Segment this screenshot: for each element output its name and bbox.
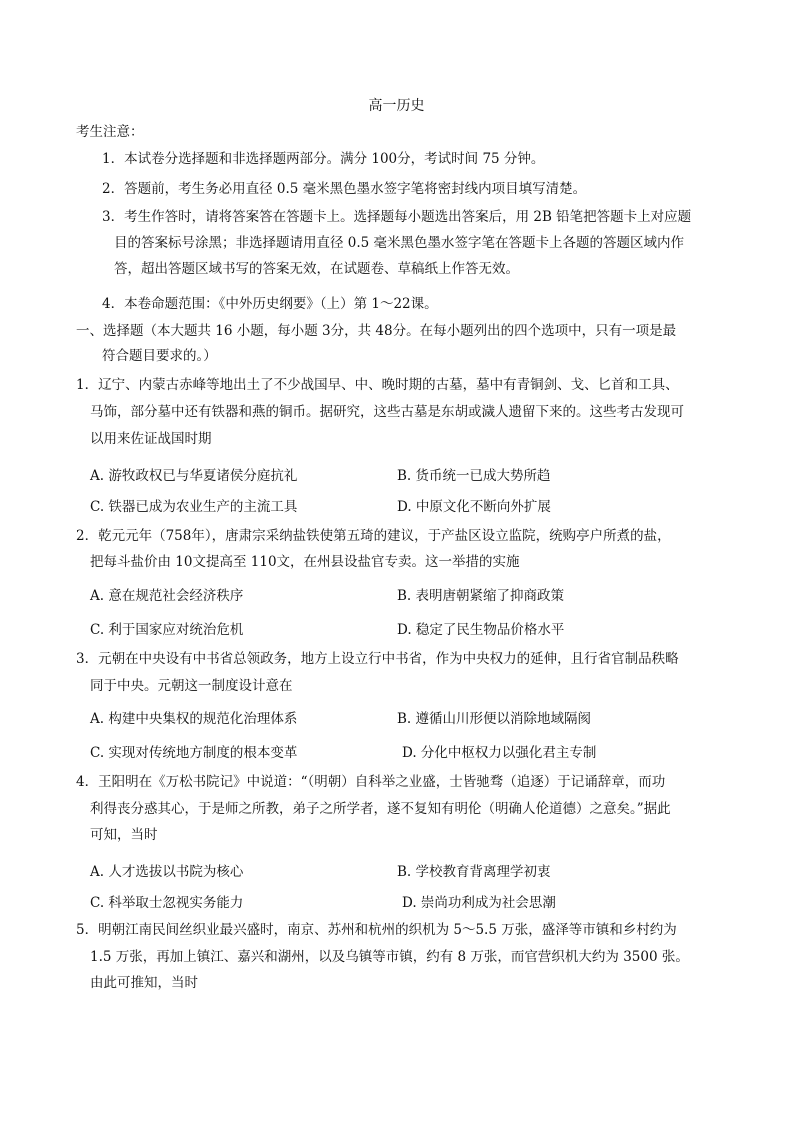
notice-item-4: 4．本卷命题范围：《中外历史纲要》（上）第 1～22课。 [102, 296, 438, 312]
notice-heading: 考生注意： [76, 124, 144, 140]
question-3-option-d: D. 分化中枢权力以强化君主专制 [402, 745, 597, 761]
notice-item-3-cont-2: 答，超出答题区域书写的答案无效，在试题卷、草稿纸上作答无效。 [114, 261, 519, 277]
question-1-option-b: B. 货币统一已成大势所趋 [397, 468, 551, 484]
question-5-line-2: 1.5 万张，再加上镇江、嘉兴和湖州，以及乌镇等市镇，约有 8 万张，而官营织机大约为 3500 张。 [90, 949, 689, 965]
question-3-line-2: 同于中央。元朝这一制度设计意在 [90, 678, 293, 694]
notice-item-2: 2．答题前，考生务必用直径 0.5 毫米黑色墨水签字笔将密封线内项目填写清楚。 [102, 181, 587, 197]
notice-item-3-cont-1: 目的答案标号涂黑；非选择题请用直径 0.5 毫米黑色墨水签字笔在答题卡上各题的答题区域内作 [114, 235, 685, 251]
question-1-option-d: D. 中原文化不断向外扩展 [397, 499, 551, 515]
question-4-line-2: 利得丧分惑其心，于是师之所教，弟子之所学者，遂不复知有明伦（明确人伦道德）之意矣。”据此 [90, 801, 671, 817]
question-3-line-1: 3．元朝在中央设有中书省总领政务，地方上设立行中书省，作为中央权力的延伸，且行省官制品秩略 [76, 651, 679, 667]
question-1-line-3: 以用来佐证战国时期 [90, 431, 212, 447]
question-4-line-1: 4．王阳明在《万松书院记》中说道：“（明朝）自科举之业盛，士皆驰骛（追逐）于记诵辞章，而功 [76, 774, 666, 790]
question-5-line-3: 由此可推知，当时 [90, 975, 198, 991]
question-5-line-1: 5．明朝江南民间丝织业最兴盛时，南京、苏州和杭州的织机为 5～5.5 万张，盛泽等市镇和乡村约为 [76, 922, 677, 938]
page-title: 高一历史 [368, 98, 425, 114]
question-4-option-b: B. 学校教育背离理学初衷 [397, 864, 551, 880]
question-4-option-d: D. 崇尚功利成为社会思潮 [402, 895, 556, 911]
question-2-line-2: 把每斗盐价由 10文提高至 110文，在州县设盐官专卖。这一举措的实施 [90, 554, 520, 570]
question-4-option-a: A. 人才选拔以书院为核心 [90, 864, 244, 880]
question-1-option-c: C. 铁器已成为农业生产的主流工具 [90, 499, 298, 515]
question-2-option-d: D. 稳定了民生物品价格水平 [397, 622, 565, 638]
question-1-line-1: 1．辽宁、内蒙古赤峰等地出土了不少战国早、中、晚时期的古墓，墓中有青铜剑、戈、匕首和工具、 [76, 377, 679, 393]
question-3-option-a: A. 构建中央集权的规范化治理体系 [90, 711, 298, 727]
question-2-option-c: C. 利于国家应对统治危机 [90, 622, 244, 638]
question-4-option-c: C. 科举取士忽视实务能力 [90, 895, 244, 911]
notice-item-3: 3．考生作答时，请将答案答在答题卡上。选择题每小题选出答案后，用 2B 铅笔把答题卡上对应题 [102, 209, 692, 225]
question-1-option-a: A. 游牧政权已与华夏诸侯分庭抗礼 [90, 468, 298, 484]
question-2-option-b: B. 表明唐朝紧缩了抑商政策 [397, 588, 565, 604]
question-3-option-c: C. 实现对传统地方制度的根本变革 [90, 745, 298, 761]
question-1-line-2: 马饰，部分墓中还有铁器和燕的铜币。据研究，这些古墓是东胡或濊人遗留下来的。这些考古发现可 [90, 404, 684, 420]
question-2-line-1: 2．乾元元年（758年），唐肃宗采纳盐铁使第五琦的建议，于产盐区设立监院，统购亭户所煮的盐， [76, 528, 671, 544]
question-3-option-b: B. 遵循山川形便以消除地域隔阂 [397, 711, 592, 727]
question-2-option-a: A. 意在规范社会经济秩序 [90, 588, 244, 604]
section-heading: 一、选择题（本大题共 16 小题，每小题 3分，共 48分。在每小题列出的四个选项中，只有一项是最 [76, 323, 677, 339]
notice-item-1: 1．本试卷分选择题和非选择题两部分。满分 100分，考试时间 75 分钟。 [102, 151, 545, 167]
question-4-line-3: 可知，当时 [90, 827, 158, 843]
section-heading-cont: 符合题目要求的。） [102, 348, 217, 364]
